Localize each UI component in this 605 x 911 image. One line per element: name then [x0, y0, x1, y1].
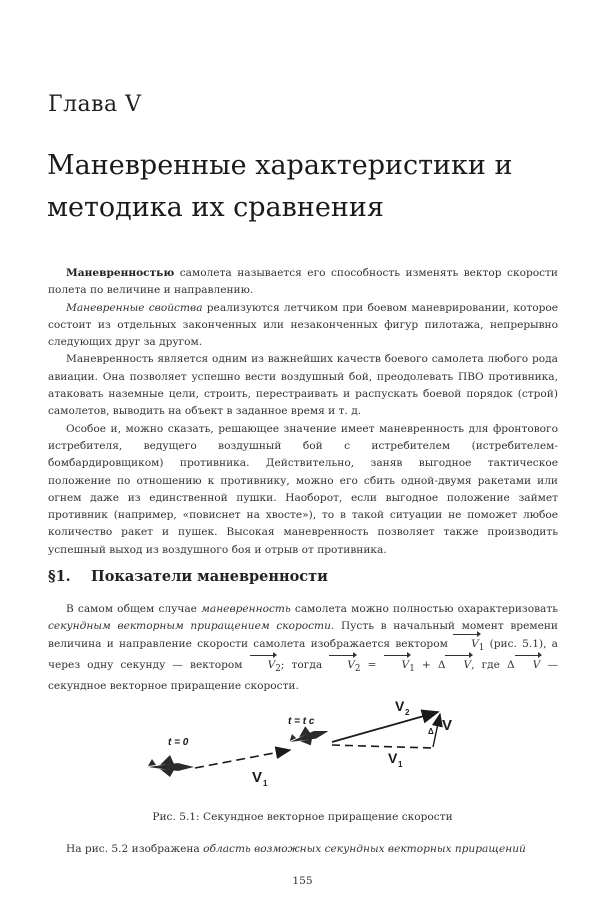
vector-v2-arrow — [332, 712, 438, 742]
aircraft-icon-start — [148, 755, 194, 777]
chapter-label: Глава V — [48, 92, 142, 117]
vector-v1-sub: 1 — [478, 642, 485, 653]
p5-text-d: (рис. 5.1), а через одну секунду — вектором — [48, 637, 558, 671]
vector-v1: V — [453, 636, 479, 653]
figure-caption: Рис. 5.1: Секундное векторное приращение скорости — [152, 811, 453, 823]
label-v-bottom: V — [252, 769, 263, 786]
eq-vector-v2: V — [329, 657, 355, 674]
eq-vector-v1: V — [384, 657, 410, 674]
p5-text-f: , где Δ — [471, 659, 515, 671]
last-line — [66, 843, 526, 855]
last-line-text: На рис. 5.2 изображена — [66, 843, 204, 855]
vector-v1-start — [195, 750, 290, 768]
p5-text-b: самолета можно полностью охарактеризовать — [290, 603, 558, 615]
label-v1-sub: 1 — [398, 760, 403, 769]
label-v2: V — [395, 698, 405, 714]
paragraph-4: Особое и, можно сказать, решающее значение имеет маневренность для фронтового истребителя, ведущего воздушный бой с истребителем (истребителем-бомбардировщиком) противника. Действительно, заняв выгодное тактическое положение по отношению к противнику, можно его сбить одной-двумя ракетами или огнем даже из единственной пушки. Наоборот, если выгодное положение займет противник (например, «повиснет на хвосте»), то в такой ситуации не поможет любое количество ракет и пушек. Высокая маневренность позволяет также производить успешный выход из воздушного боя и отрыв от противника. — [48, 422, 558, 556]
paragraph-1 — [48, 265, 558, 300]
section-number: §1. — [48, 568, 71, 585]
p5-text-g: — секундное векторное приращение скорости. — [48, 659, 558, 693]
section-heading — [48, 568, 328, 585]
p5-text-e: ; тогда — [280, 659, 330, 671]
paragraph-1-text: самолета называется его способность изменять вектор скорости полета по величине и направлению. — [48, 267, 558, 297]
eq-sign: = — [360, 659, 384, 671]
chapter-title-line-1: Маневренные характеристики и — [47, 150, 513, 181]
section-text — [48, 601, 558, 696]
term-maneuverability: Маневренностью — [66, 267, 175, 279]
section-title: Показатели маневренности — [91, 568, 328, 585]
vector-v1-translated — [332, 745, 432, 748]
paragraph-2 — [48, 300, 558, 352]
eq-delta-vector: V — [445, 657, 471, 674]
delta-vector: V — [515, 657, 541, 674]
label-v1: V — [388, 750, 398, 766]
vector-v2: V — [250, 657, 276, 674]
eq-vector-v2-sub: 2 — [354, 664, 361, 675]
page-number: 155 — [292, 875, 313, 887]
p5-text-c: . Пусть в начальный момент времени величина и направление скорости самолета изображается вектором — [48, 620, 558, 650]
chapter-title-line-2: методика их сравнения — [47, 192, 384, 223]
delta-v-arrow — [433, 714, 440, 747]
label-delta: Δ — [428, 727, 434, 736]
label-t1: t = t c — [288, 716, 315, 727]
label-v-bottom-sub: 1 — [263, 779, 268, 788]
chapter-title — [47, 145, 567, 229]
intro-text — [48, 265, 558, 559]
term-maneuver-properties: Маневренные свойства — [66, 301, 203, 314]
last-line-term: область возможных секундных векторных приращений — [203, 843, 526, 855]
paragraph-5 — [48, 601, 558, 696]
paragraph-3: Маневренность является одним из важнейших качеств боевого самолета любого рода авиации. Она позволяет успешно вести воздушный бой, преодолевать ПВО противника, атаковать наземные цели, строить, перестраивать и распускать боевой порядок (строй) самолетов, выводить на объект в заданное время и т. д. — [48, 353, 558, 418]
velocity-vector-figure — [140, 690, 480, 800]
label-v2-sub: 2 — [405, 708, 410, 717]
label-t0: t = 0 — [168, 737, 189, 748]
paragraph-2-text: реализуются летчиком при боевом маневрировании, которое состоит из отдельных законченных или незаконченных фигур пилотажа, непрерывно следующих друг за другом. — [48, 301, 558, 349]
p5-text-a: В самом общем случае — [66, 603, 202, 615]
vector-v2-sub: 2 — [275, 664, 281, 675]
eq-plus-delta: + Δ — [414, 659, 446, 671]
p5-term-1: маневренность — [201, 603, 291, 615]
label-v: V — [442, 717, 453, 734]
eq-vector-v1-sub: 1 — [409, 664, 415, 675]
p5-term-2: секундным векторным приращением скорости — [48, 620, 331, 633]
